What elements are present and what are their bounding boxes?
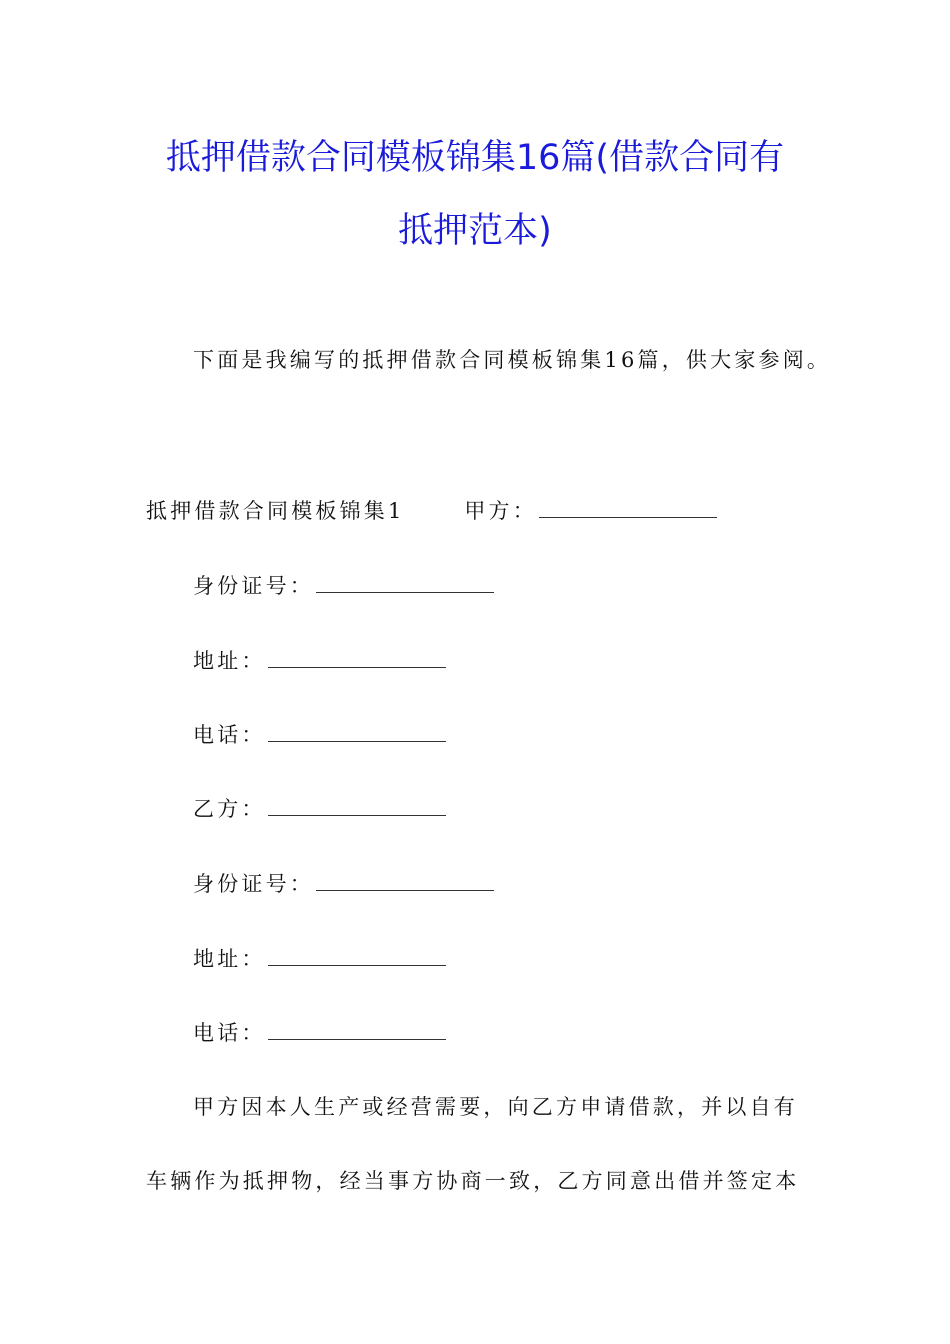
field-blank xyxy=(268,943,446,966)
field-blank xyxy=(268,645,446,668)
field-blank xyxy=(316,868,494,891)
field-row xyxy=(193,868,494,899)
intro-paragraph: 下面是我编写的抵押借款合同模板锦集16篇，供大家参阅。 xyxy=(193,348,832,372)
field-blank xyxy=(268,719,446,742)
field-label: 身份证号： xyxy=(193,574,314,598)
field-row xyxy=(193,793,446,824)
field-blank xyxy=(268,793,446,816)
field-row xyxy=(193,719,446,750)
party-a-blank xyxy=(539,495,717,518)
section-heading-row xyxy=(146,495,717,526)
field-label: 地址： xyxy=(193,649,266,673)
field-label: 身份证号： xyxy=(193,872,314,896)
field-blank xyxy=(316,570,494,593)
field-label: 地址： xyxy=(193,947,266,971)
field-blank xyxy=(268,1017,446,1040)
field-label: 乙方： xyxy=(193,797,266,821)
document-title-line-2: 抵押范本) xyxy=(398,211,552,251)
body-paragraph-line-1: 甲方因本人生产或经营需要，向乙方申请借款，并以自有 xyxy=(193,1095,798,1119)
document-title-line-1: 抵押借款合同模板锦集16篇(借款合同有 xyxy=(165,138,785,178)
field-label: 电话： xyxy=(193,1021,266,1045)
field-row xyxy=(193,570,494,601)
field-row xyxy=(193,645,446,676)
field-row xyxy=(193,943,446,974)
body-paragraph-line-2: 车辆作为抵押物，经当事方协商一致，乙方同意出借并签定本 xyxy=(146,1169,800,1193)
party-a-label: 甲方： xyxy=(464,499,537,523)
section-heading: 抵押借款合同模板锦集1 xyxy=(146,499,405,523)
field-row xyxy=(193,1017,446,1048)
field-label: 电话： xyxy=(193,723,266,747)
